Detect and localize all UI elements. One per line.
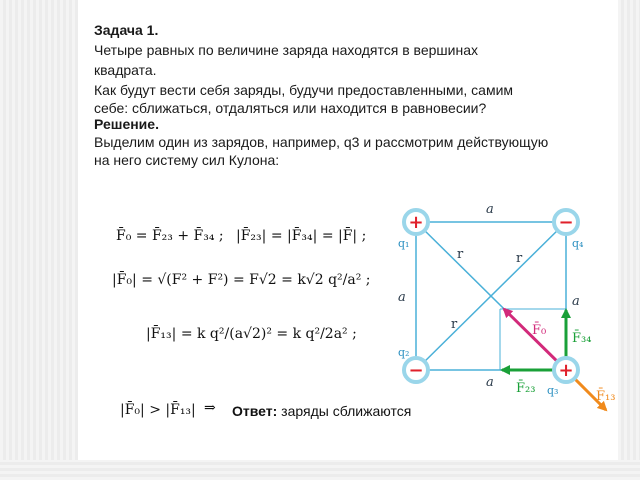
formula-equal-magnitudes: |F̄₂₃| = |F̄₃₄| = |F̄| ; bbox=[236, 228, 367, 244]
label-q4: q₄ bbox=[572, 237, 584, 250]
task-line-2: квадрата. bbox=[94, 62, 157, 78]
charge-q2 bbox=[404, 358, 428, 382]
label-q3: q₃ bbox=[547, 384, 559, 397]
answer-text: заряды сближаются bbox=[277, 403, 412, 419]
label-a-right: a bbox=[572, 294, 580, 309]
minus-sign-q2: − bbox=[408, 360, 424, 381]
formula-f0-magnitude: |F̄₀| = √(F² + F²) = F√2 = k√2 q²/a² ; bbox=[112, 272, 371, 288]
charge-q3 bbox=[554, 358, 578, 382]
label-f0: F̄₀ bbox=[532, 323, 547, 338]
task-line-1: Четыре равных по величине заряда находятся в вершинах bbox=[94, 42, 478, 58]
label-q2: q₂ bbox=[398, 346, 410, 359]
task-title: Задача 1. bbox=[94, 22, 159, 38]
implies-arrow: ⇒ bbox=[204, 400, 216, 416]
label-r-upper-right: r bbox=[516, 251, 523, 266]
label-a-bottom: a bbox=[486, 375, 494, 390]
task-line-4: себе: сближаться, отдаляться или находится в равновесии? bbox=[94, 100, 487, 116]
label-r-upper-left: r bbox=[457, 247, 464, 262]
answer-label: Ответ: bbox=[232, 403, 278, 419]
label-f34: F̄₃₄ bbox=[572, 331, 592, 346]
label-q1: q₁ bbox=[398, 237, 410, 250]
plus-sign-q1: + bbox=[408, 212, 424, 233]
charge-q4 bbox=[554, 210, 578, 234]
solution-line-2: на него систему сил Кулона: bbox=[94, 152, 280, 168]
plus-sign-q3: + bbox=[558, 360, 574, 381]
formula-vector-sum: F̄₀ = F̄₂₃ + F̄₃₄ ; bbox=[116, 228, 224, 244]
label-f13: F̄₁₃ bbox=[596, 389, 616, 404]
solution-line-1: Выделим один из зарядов, например, q3 и рассмотрим действующую bbox=[94, 134, 549, 150]
task-line-3: Как будут вести себя заряды, будучи предоставленными, самим bbox=[94, 82, 514, 98]
formula-f13-magnitude: |F̄₁₃| = k q²/(a√2)² = k q²/2a² ; bbox=[146, 326, 357, 342]
formula-comparison: |F̄₀| > |F̄₁₃| bbox=[120, 402, 196, 418]
label-a-top: a bbox=[486, 202, 494, 217]
minus-sign-q4: − bbox=[558, 212, 574, 233]
solution-title: Решение. bbox=[94, 116, 159, 132]
label-a-left: a bbox=[398, 290, 406, 305]
label-r-lower-left: r bbox=[451, 317, 458, 332]
charge-q1 bbox=[404, 210, 428, 234]
label-f23: F̄₂₃ bbox=[516, 381, 536, 396]
